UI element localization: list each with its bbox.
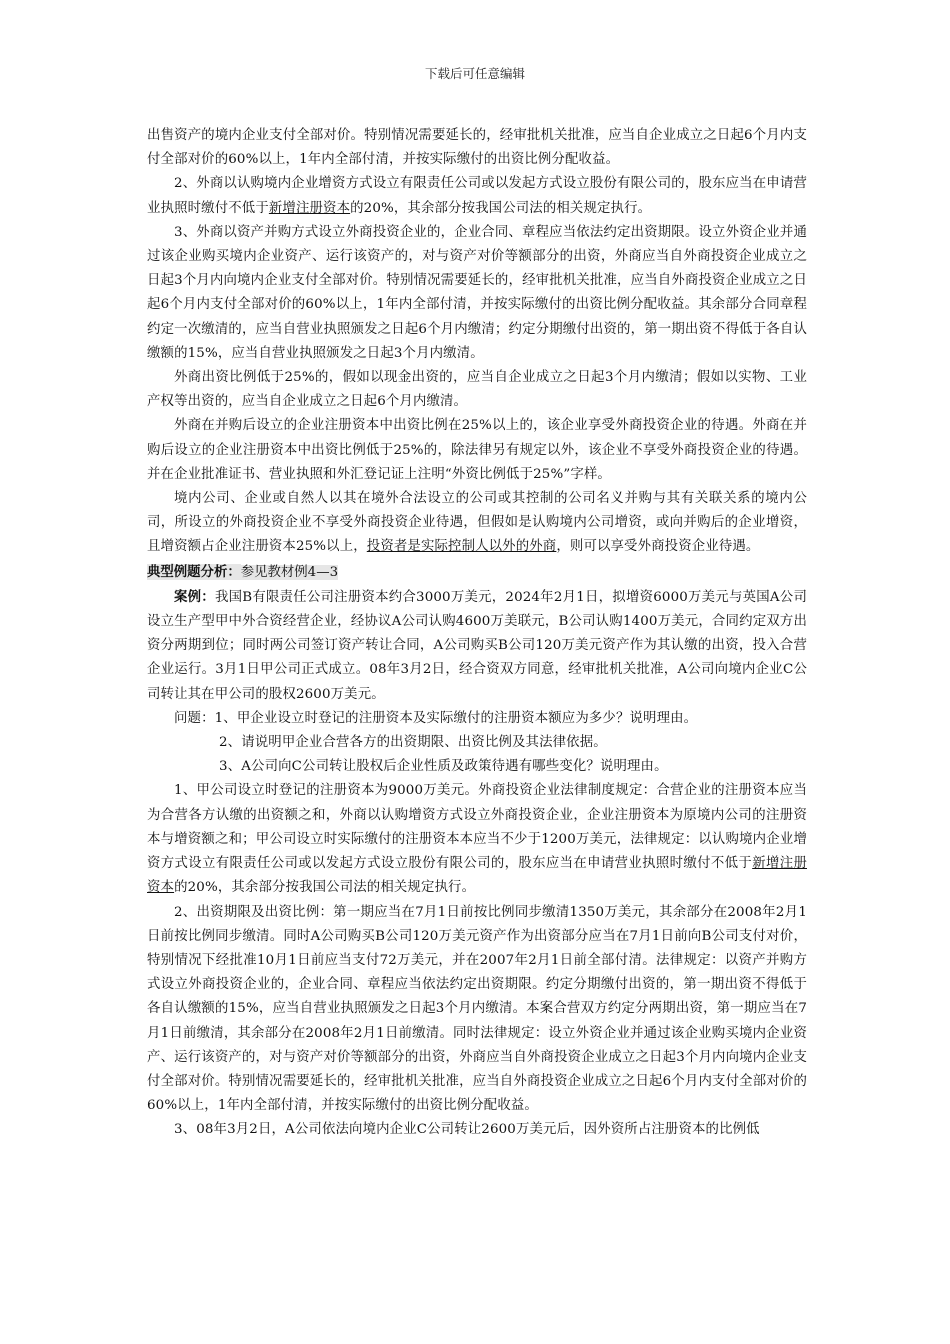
answer-3: 3、08年3月2日，A公司依法向境内企业C公司转让2600万美元后，因外资所占注册资本的比例低	[174, 1122, 760, 1138]
paragraph-6	[147, 487, 807, 560]
paragraph-3: 3、外商以资产并购方式设立外商投资企业的，企业合同、章程应当依法约定出资期限。设立外资企业并通过该企业购买境内企业资产、运行该资产的，对与资产对价等额部分的出资，外商应当自外商投资企业成立之日起3个月内向境内企业支付全部对价。特别情况需要延长的，经审批机关批准，应当自外商投资企业成立之日起6个月内支付全部对价的60%以上，1年内全部付清，并按实际缴付的出资比例分配收益。其余部分合同章程约定一次缴清的，应当自营业执照颁发之日起6个月内缴清；约定分期缴付出资的，第一期出资不得低于各自认缴额的15%，应当自营业执照颁发之日起3个月内缴清。	[147, 224, 807, 361]
document-body	[147, 124, 807, 1143]
case-paragraph	[147, 585, 807, 707]
paragraph-4: 外商出资比例低于25%的，假如以现金出资的，应当自企业成立之日起3个月内缴清；假如以实物、工业产权等出资的，应当自企业成立之日起6个月内缴清。	[147, 370, 807, 410]
paragraph-6-text-b: ，则可以享受外商投资企业待遇。	[556, 539, 760, 555]
case-label: 案例：	[174, 588, 215, 605]
case-text: 我国B有限责任公司注册资本约合3000万美元，2024年2月1日，拟增资6000万美元与英国A公司设立生产型甲中外合资经营企业，经协议A公司认购4600万美联元，B公司认购1400万美元，合同约定双方出资分两期到位；同时两公司签订资产转让合同，A公司购买B公司120万美元资产作为其认缴的出资，投入合营企业运行。3月1日甲公司正式成立。08年3月2日，经合资双方同意，经审批机关批准，A公司向境内企业C公司转让其在甲公司的股权2600万美元。	[147, 589, 807, 702]
paragraph-1: 出售资产的境内企业支付全部对价。特别情况需要延长的，经审批机关批准，应当自企业成立之日起6个月内支付全部对价的60%以上，1年内全部付清，并按实际缴付的出资比例分配收益。	[147, 128, 807, 168]
answer-1-text-b: 的20%，其余部分按我国公司法的相关规定执行。	[174, 880, 476, 896]
paragraph-2	[147, 172, 807, 220]
paragraph-2-text-a: 2、外商以认购境内企业增资方式设立有限责任公司或以发起方式设立股份有限公司的，股东应当在申请营业执照时缴付不低于	[147, 176, 807, 216]
question-1: 问题：1、甲企业设立时登记的注册资本及实际缴付的注册资本额应为多少？说明理由。	[174, 710, 698, 726]
paragraph-5: 外商在并购后设立的企业注册资本中出资比例在25%以上的，该企业享受外商投资企业的待遇。外商在并购后设立的企业注册资本中出资比例低于25%的，除法律另有规定以外，该企业不享受外商投资企业的待遇。并在企业批准证书、营业执照和外汇登记证上注明“外资比例低于25%”字样。	[147, 418, 807, 482]
section-title	[147, 560, 807, 585]
paragraph-6-underline: 投资者是实际控制人以外的外商	[366, 539, 557, 555]
answer-2: 2、出资期限及出资比例：第一期应当在7月1日前按比例同步缴清1350万美元，其余部分在2008年2月1日前按比例同步缴清。同时A公司购买B公司120万美元资产作为出资部分应当在7月1日前向B公司支付对价，特别情况下经批准10月1日前应当支付72万美元，并在2007年2月1日前全部付清。法律规定：以资产并购方式设立外商投资企业的，企业合同、章程应当依法约定出资期限。约定分期缴付出资的，第一期出资不得低于各自认缴额的15%，应当自营业执照颁发之日起3个月内缴清。本案合营双方约定分两期出资，第一期应当在7月1日前缴清，其余部分在2008年2月1日前缴清。同时法律规定：设立外资企业并通过该企业购买境内企业资产、运行该资产的，对与资产对价等额部分的出资，外商应当自外商投资企业成立之日起3个月内向境内企业支付全部对价。特别情况需要延长的，经审批机关批准，应当自外商投资企业成立之日起6个月内支付全部对价的60%以上，1年内全部付清，并按实际缴付的出资比例分配收益。	[147, 904, 807, 1114]
answer-1	[147, 779, 807, 900]
question-3: 3、A公司向C公司转让股权后企业性质及政策待遇有哪些变化？说明理由。	[219, 759, 668, 775]
section-title-ref: 参见教材例4—3	[240, 564, 339, 580]
answer-1-text-a: 1、甲公司设立时登记的注册资本为9000万美元。外商投资企业法律制度规定：合营企业的注册资本应当为合营各方认缴的出资额之和，外商以认购增资方式设立外商投资企业，企业注册资本为原境内公司的注册资本与增资额之和；甲公司设立时实际缴付的注册资本本应当不少于1200万美元，法律规定：以认购境内企业增资方式设立有限责任公司或以发起方式设立股份有限公司的，股东应当在申请营业执照时缴付不低于	[147, 783, 807, 872]
paragraph-6-text-a: 境内公司、企业或自然人以其在境外合法设立的公司或其控制的公司名义并购与其有关联关系的境内公司，所设立的外商投资企业不享受外商投资企业待遇，但假如是认购境内公司增资，或向并购后的企业增资，且增资额占企业注册资本25%以上，	[147, 491, 807, 555]
section-title-bold: 典型例题分析：	[147, 563, 241, 580]
page-header: 下载后可任意编辑	[424, 66, 525, 81]
answer-1-underline: 新增注册资本	[147, 856, 807, 896]
question-2: 2、请说明甲企业合营各方的出资期限、出资比例及其法律依据。	[219, 735, 607, 751]
paragraph-2-text-b: 的20%，其余部分按我国公司法的相关规定执行。	[350, 200, 652, 216]
paragraph-2-underline: 新增注册资本	[268, 200, 351, 216]
